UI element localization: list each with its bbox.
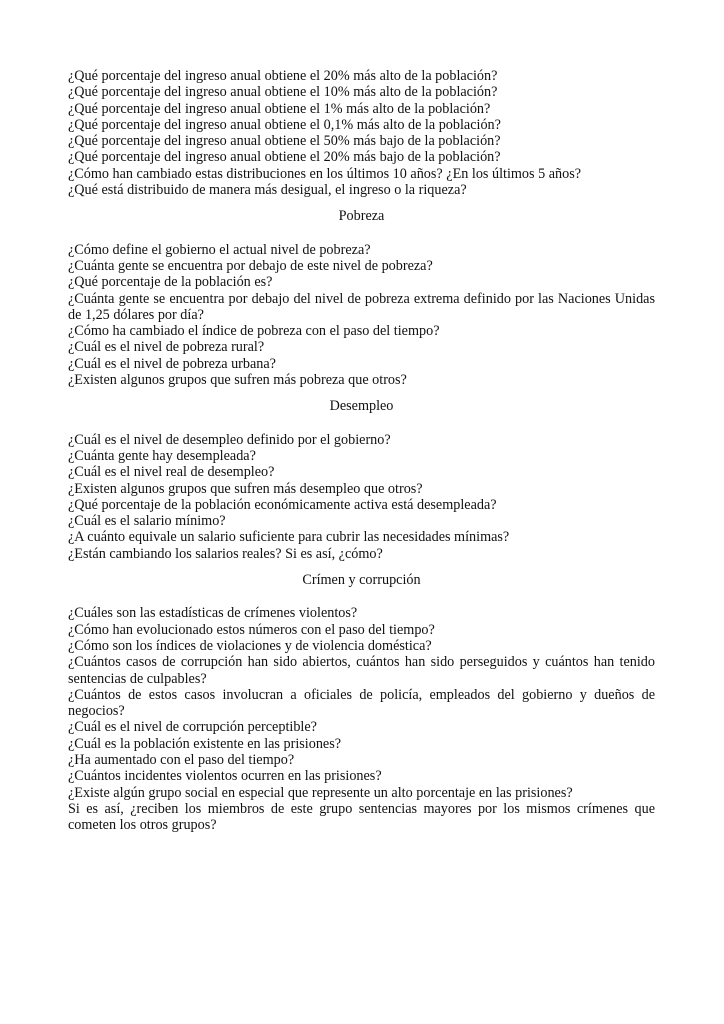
section-heading: Desempleo [329,398,394,415]
question-line: ¿Cuánta gente se encuentra por debajo del nivel de pobreza extrema definido por las Naciones Unidas de 1,25 dólares por día? [68,290,655,323]
question-line: ¿Cuál es la población existente en las prisiones? [68,735,342,752]
question-line: ¿Qué porcentaje del ingreso anual obtiene el 20% más alto de la población? [68,68,498,84]
question-line: Si es así, ¿reciben los miembros de este grupo sentencias mayores por los mismos crímenes que cometen los otros grupos? [68,800,655,834]
question-line: ¿Qué porcentaje del ingreso anual obtiene el 50% más bajo de la población? [68,133,501,150]
section-crimen-corrupcion [68,572,655,833]
question-line: ¿Cómo son los índices de violaciones y de violencia doméstica? [68,637,432,654]
question-line: ¿Están cambiando los salarios reales? Si es así, ¿cómo? [68,545,383,562]
question-line: ¿Qué porcentaje de la población económicamente activa está desempleada? [68,496,497,513]
question-line: ¿Cuántos casos de corrupción han sido abiertos, cuántos han sido perseguidos y cuántos han tenido sentencias de culpables? [68,654,655,687]
question-line: ¿Cómo han cambiado estas distribuciones en los últimos 10 años? ¿En los últimos 5 años? [68,165,582,182]
question-line: ¿Qué porcentaje de la población es? [68,274,273,291]
section-desempleo [68,398,655,562]
section-heading: Crímen y corrupción [302,572,421,589]
section-heading: Pobreza [338,208,385,225]
question-line: ¿Qué porcentaje del ingreso anual obtiene el 1% más alto de la población? [68,100,491,117]
question-line: ¿Cuánta gente hay desempleada? [68,447,256,464]
question-line: ¿Existe algún grupo social en especial que represente un alto porcentaje en las prisiones? [68,784,573,801]
question-line: ¿Cómo define el gobierno el actual nivel de pobreza? [68,241,371,258]
question-line: ¿A cuánto equivale un salario suficiente para cubrir las necesidades mínimas? [68,529,510,546]
question-line: ¿Cuántos de estos casos involucran a oficiales de policía, empleados del gobierno y dueños de negocios? [68,686,655,720]
question-line: ¿Existen algunos grupos que sufren más desempleo que otros? [68,480,423,497]
question-line: ¿Qué porcentaje del ingreso anual obtiene el 20% más bajo de la población? [68,149,501,166]
question-line: ¿Cuál es el salario mínimo? [68,513,226,530]
question-line: ¿Cuál es el nivel de pobreza urbana? [68,355,276,372]
question-line: ¿Cuánta gente se encuentra por debajo de este nivel de pobreza? [68,257,433,274]
question-line: ¿Cuál es el nivel de desempleo definido por el gobierno? [68,431,391,448]
question-line: ¿Existen algunos grupos que sufren más pobreza que otros? [68,372,407,389]
document-page [68,68,655,833]
question-line: ¿Qué está distribuido de manera más desigual, el ingreso o la riqueza? [68,182,467,199]
question-line: ¿Qué porcentaje del ingreso anual obtiene el 10% más alto de la población? [68,84,498,101]
question-line: ¿Cuáles son las estadísticas de crímenes violentos? [68,605,358,622]
section-pobreza [68,208,655,388]
question-line: ¿Qué porcentaje del ingreso anual obtiene el 0,1% más alto de la población? [68,116,501,133]
question-line: ¿Cuál es el nivel de pobreza rural? [68,339,265,356]
question-line: ¿Cuántos incidentes violentos ocurren en las prisiones? [68,768,382,785]
question-line: ¿Ha aumentado con el paso del tiempo? [68,751,295,768]
question-line: ¿Cuál es el nivel real de desempleo? [68,464,275,481]
question-line: ¿Cuál es el nivel de corrupción perceptible? [68,719,317,736]
section-income-distribution [68,68,655,198]
question-line: ¿Cómo han evolucionado estos números con el paso del tiempo? [68,621,435,638]
question-line: ¿Cómo ha cambiado el índice de pobreza con el paso del tiempo? [68,323,440,340]
